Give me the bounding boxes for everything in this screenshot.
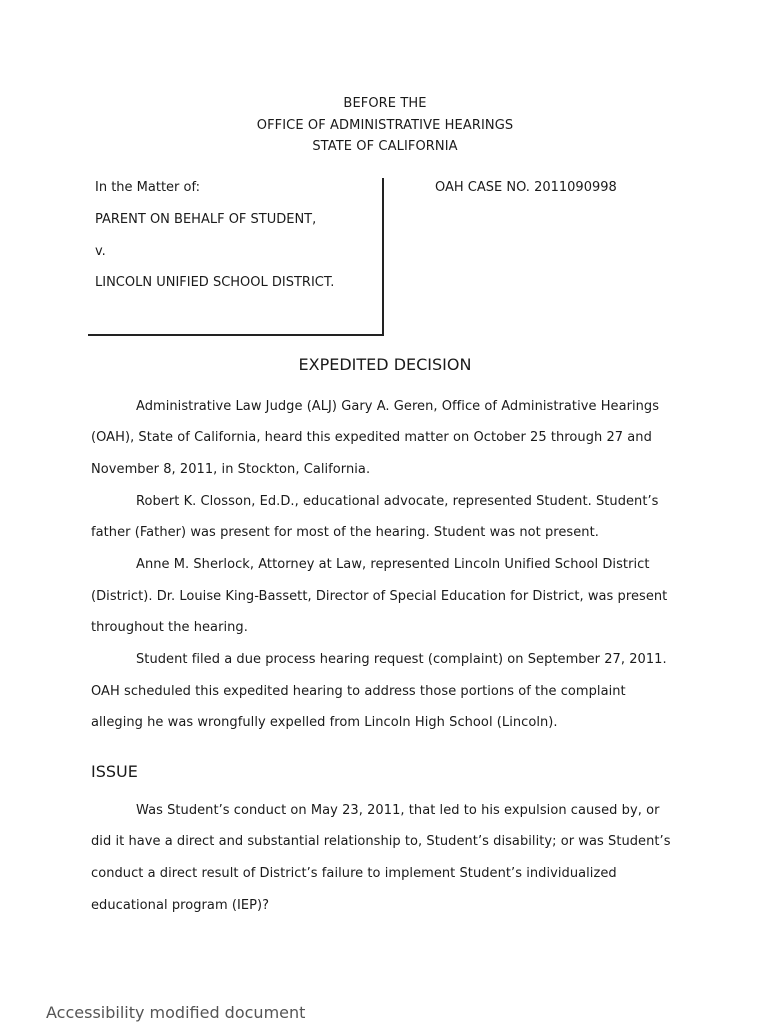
issue-line: educational program (IEP)? <box>91 898 270 913</box>
issue-heading: ISSUE <box>91 762 138 781</box>
paragraph-line: November 8, 2011, in Stockton, California. <box>91 462 371 477</box>
header-state: STATE OF CALIFORNIA <box>312 139 458 154</box>
caption-versus: v. <box>95 244 106 259</box>
caption-divider-vertical <box>382 178 384 336</box>
issue-line: Was Student’s conduct on May 23, 2011, that led to his expulsion caused by, or <box>136 803 660 818</box>
caption-party: PARENT ON BEHALF OF STUDENT, <box>95 212 317 227</box>
header-before-the: BEFORE THE <box>343 96 427 111</box>
caption-matter: In the Matter of: <box>95 180 200 195</box>
decision-title: EXPEDITED DECISION <box>298 355 472 374</box>
caption-divider-horizontal <box>88 334 384 336</box>
issue-line: did it have a direct and substantial relationship to, Student’s disability; or was Student’s <box>91 834 671 849</box>
paragraph-line: (District). Dr. Louise King-Bassett, Director of Special Education for District, was present <box>91 589 668 604</box>
caption-respondent: LINCOLN UNIFIED SCHOOL DISTRICT. <box>95 275 335 290</box>
accessibility-footer-note: Accessibility modified document <box>46 1003 306 1022</box>
header-office: OFFICE OF ADMINISTRATIVE HEARINGS <box>256 118 514 133</box>
paragraph-line: (OAH), State of California, heard this expedited matter on October 25 through 27 and <box>91 430 652 445</box>
paragraph-line: OAH scheduled this expedited hearing to address those portions of the complaint <box>91 684 626 699</box>
case-number: OAH CASE NO. 2011090998 <box>435 180 617 195</box>
paragraph-line: Administrative Law Judge (ALJ) Gary A. Geren, Office of Administrative Hearings <box>136 399 660 414</box>
paragraph-line: Student filed a due process hearing request (complaint) on September 27, 2011. <box>136 652 667 667</box>
paragraph-line: alleging he was wrongfully expelled from Lincoln High School (Lincoln). <box>91 715 558 730</box>
paragraph-line: throughout the hearing. <box>91 620 248 635</box>
paragraph-line: Robert K. Closson, Ed.D., educational advocate, represented Student. Student’s <box>136 494 659 509</box>
paragraph-line: Anne M. Sherlock, Attorney at Law, represented Lincoln Unified School District <box>136 557 650 572</box>
paragraph-line: father (Father) was present for most of the hearing. Student was not present. <box>91 525 599 540</box>
issue-line: conduct a direct result of District’s failure to implement Student’s individualized <box>91 866 617 881</box>
